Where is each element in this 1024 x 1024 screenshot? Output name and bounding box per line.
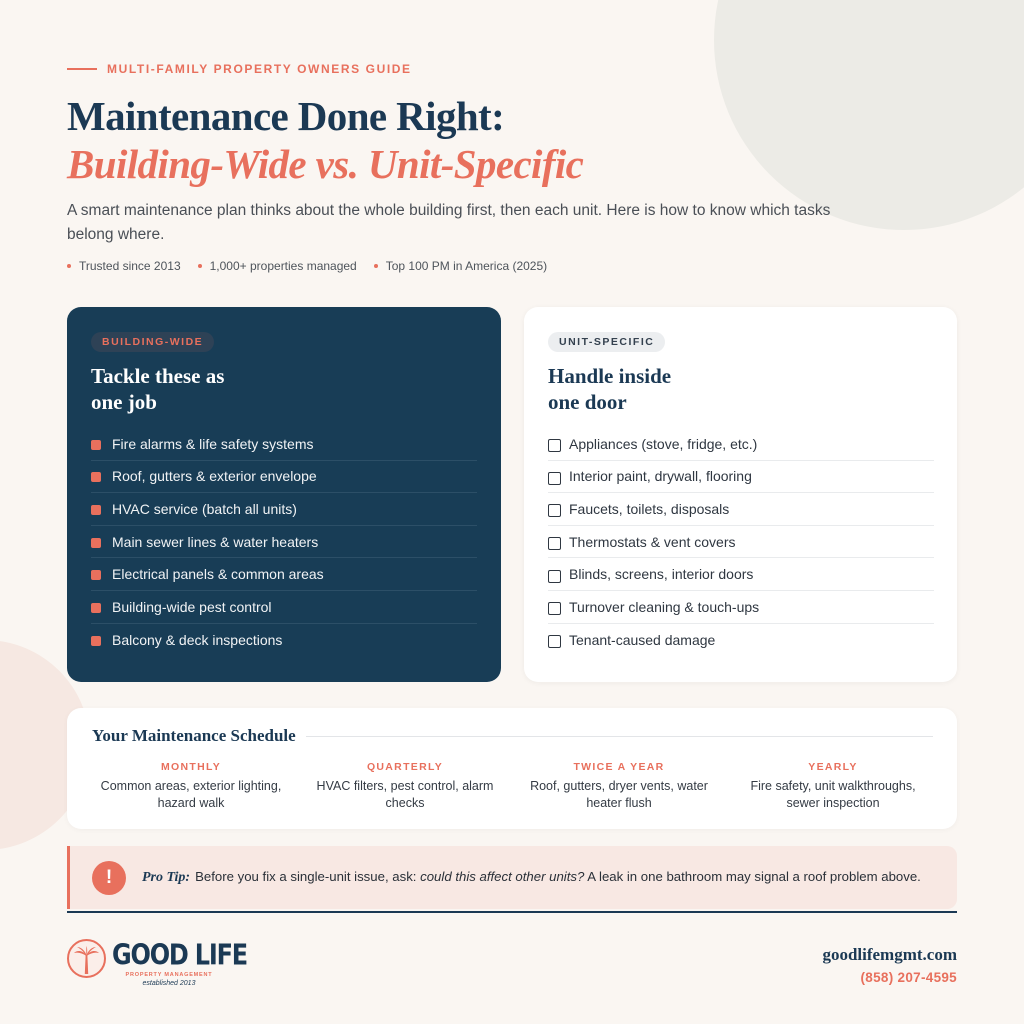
pro-tip-body-end: A leak in one bathroom may signal a roof problem above.: [584, 869, 921, 884]
building-wide-list: [91, 428, 477, 656]
page-title: Maintenance Done Right:: [67, 93, 505, 139]
unit-specific-list: [548, 428, 934, 656]
building-wide-item: [91, 461, 477, 494]
bullet-dot-icon: [67, 264, 71, 268]
schedule-period: YEARLY: [808, 761, 858, 773]
schedule-desc: HVAC filters, pest control, alarm checks: [316, 779, 494, 810]
unit-specific-item: [548, 461, 934, 494]
logo-established: established 2013: [142, 980, 196, 987]
unit-specific-item: [548, 493, 934, 526]
building-wide-title-line2: one job: [91, 390, 157, 414]
pro-tip-text: [142, 869, 947, 886]
schedule-period: TWICE A YEAR: [573, 761, 665, 773]
building-wide-item: [91, 558, 477, 591]
unit-specific-item-label: Tenant-caused damage: [569, 631, 716, 648]
trust-badge-label: Top 100 PM in America (2025): [385, 259, 548, 273]
schedule-title: Your Maintenance Schedule: [92, 726, 296, 745]
contact-info: [822, 945, 957, 985]
logo-name: GOOD LIFE: [112, 938, 247, 972]
pro-tip-label: Pro Tip:: [142, 870, 191, 885]
unit-specific-pill: UNIT-SPECIFIC: [548, 332, 665, 352]
checkbox-icon: [548, 602, 561, 615]
building-wide-item-label: Roof, gutters & exterior envelope: [112, 468, 317, 485]
building-wide-pill: BUILDING-WIDE: [91, 332, 214, 352]
schedule-desc: Fire safety, unit walkthroughs, sewer inspection: [750, 779, 916, 810]
building-wide-card: [67, 307, 501, 682]
bullet-square-icon: [91, 636, 101, 646]
unit-specific-item-label: Appliances (stove, fridge, etc.): [569, 435, 758, 452]
bullet-square-icon: [91, 570, 101, 580]
schedule-column: [512, 761, 726, 811]
schedule-column: [84, 761, 298, 811]
schedule-columns: [84, 761, 940, 811]
schedule-period: MONTHLY: [160, 761, 222, 773]
palm-tree-logo-icon: [67, 939, 106, 978]
unit-specific-item: [548, 591, 934, 624]
unit-specific-item-label: Blinds, screens, interior doors: [569, 566, 754, 583]
building-wide-item: [91, 493, 477, 526]
checkbox-icon: [548, 439, 561, 452]
website-link[interactable]: goodlifemgmt.com: [822, 945, 957, 964]
building-wide-item: [91, 526, 477, 559]
building-wide-item: [91, 624, 477, 657]
building-wide-item-label: Electrical panels & common areas: [112, 566, 324, 583]
bullet-dot-icon: [198, 264, 202, 268]
eyebrow-text: MULTI-FAMILY PROPERTY OWNERS GUIDE: [107, 62, 412, 76]
unit-specific-item-label: Thermostats & vent covers: [569, 533, 736, 550]
logo: [67, 937, 247, 993]
unit-specific-title-line2: one door: [548, 390, 627, 414]
phone-number[interactable]: (858) 207-4595: [860, 970, 957, 985]
trust-badge: [198, 259, 357, 273]
unit-specific-item-label: Turnover cleaning & touch-ups: [569, 598, 760, 615]
eyebrow-line: [67, 68, 97, 70]
unit-specific-title: [548, 363, 671, 415]
checkbox-icon: [548, 537, 561, 550]
exclamation-icon: !: [92, 861, 126, 895]
schedule-period: QUARTERLY: [366, 761, 444, 773]
schedule-column: [726, 761, 940, 811]
trust-badges: [67, 259, 564, 273]
unit-specific-item: [548, 526, 934, 559]
unit-specific-item: [548, 558, 934, 591]
maintenance-schedule: [67, 708, 957, 829]
eyebrow: [67, 62, 412, 76]
building-wide-item-label: Fire alarms & life safety systems: [112, 435, 314, 452]
bullet-square-icon: [91, 472, 101, 482]
building-wide-item: [91, 591, 477, 624]
trust-badge: [374, 259, 547, 273]
pro-tip-body: Before you fix a single-unit issue, ask:: [195, 869, 421, 884]
bullet-square-icon: [91, 440, 101, 450]
page-subtitle: Building-Wide vs. Unit-Specific: [67, 141, 584, 187]
logo-tagline: PROPERTY MANAGEMENT: [125, 972, 213, 978]
building-wide-item: [91, 428, 477, 461]
trust-badge-label: Trusted since 2013: [79, 259, 181, 273]
bullet-square-icon: [91, 505, 101, 515]
trust-badge: [67, 259, 181, 273]
bullet-dot-icon: [374, 264, 378, 268]
building-wide-item-label: Building-wide pest control: [112, 598, 272, 615]
bullet-square-icon: [91, 603, 101, 613]
schedule-column: [298, 761, 512, 811]
building-wide-title: [91, 363, 224, 415]
guide-page: [67, 0, 957, 1024]
unit-specific-title-line1: Handle inside: [548, 364, 672, 388]
checkbox-icon: [548, 504, 561, 517]
unit-specific-item: [548, 428, 934, 461]
schedule-desc: Roof, gutters, dryer vents, water heater flush: [530, 779, 708, 810]
unit-specific-item: [548, 624, 934, 657]
unit-specific-item-label: Faucets, toilets, disposals: [569, 500, 730, 517]
trust-badge-label: 1,000+ properties managed: [209, 259, 357, 273]
pro-tip: [67, 846, 957, 909]
intro-text: A smart maintenance plan thinks about the whole building first, then each unit. Here is how to know which tasks belong where.: [67, 202, 831, 243]
schedule-desc: Common areas, exterior lighting, hazard walk: [100, 779, 282, 810]
unit-specific-item-label: Interior paint, drywall, flooring: [569, 468, 752, 485]
checkbox-icon: [548, 472, 561, 485]
footer-divider: [67, 911, 957, 913]
unit-specific-card: [524, 307, 957, 682]
bullet-square-icon: [91, 538, 101, 548]
checkbox-icon: [548, 570, 561, 583]
building-wide-title-line1: Tackle these as: [91, 364, 225, 388]
building-wide-item-label: Balcony & deck inspections: [112, 631, 283, 648]
schedule-header: [92, 726, 933, 746]
building-wide-item-label: Main sewer lines & water heaters: [112, 533, 319, 550]
building-wide-item-label: HVAC service (batch all units): [112, 500, 297, 517]
schedule-divider: [306, 736, 933, 737]
checkbox-icon: [548, 635, 561, 648]
pro-tip-emphasis: could this affect other units?: [420, 869, 585, 884]
